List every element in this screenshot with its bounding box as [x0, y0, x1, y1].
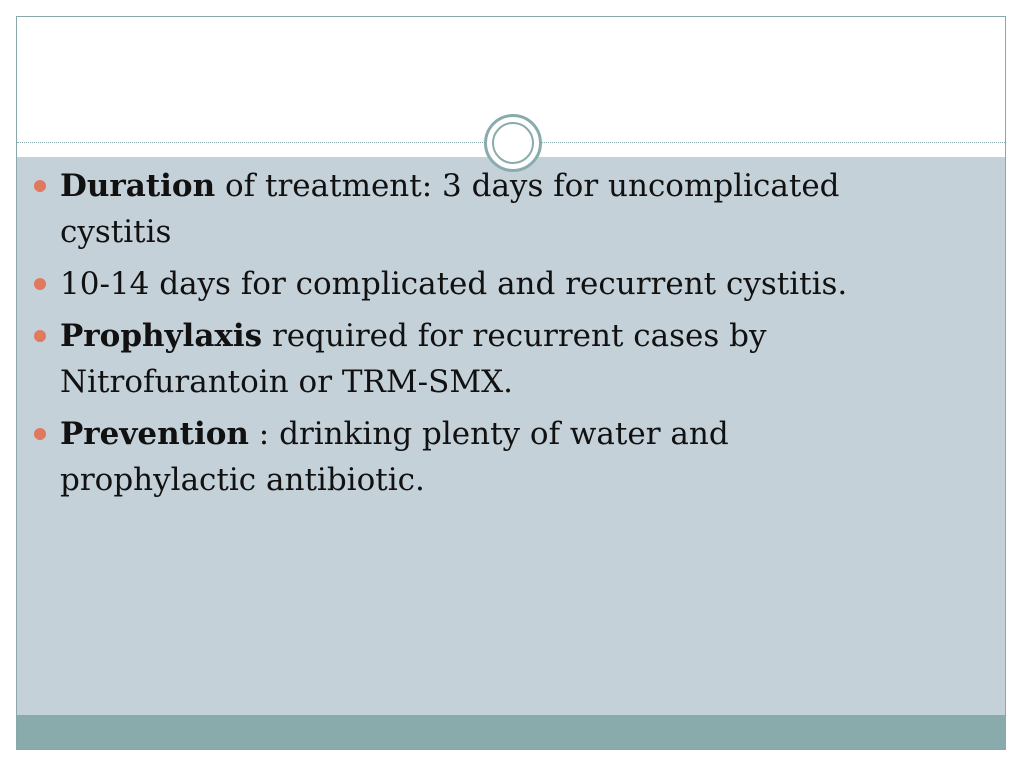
bullet-item-duration [28, 163, 908, 255]
bullet-bold-term: Duration [60, 168, 216, 204]
bullet-text: of treatment: 3 days for uncomplicated cystitis [60, 168, 840, 250]
bullet-text: 10-14 days for complicated and recurrent cystitis. [60, 266, 848, 302]
bullet-bold-term: Prevention [60, 416, 249, 452]
bullet-item-prophylaxis [28, 313, 908, 405]
bullet-dot-icon [34, 428, 46, 440]
bullet-dot-icon [34, 278, 46, 290]
bullet-text: required for recurrent cases by Nitrofurantoin or TRM-SMX. [60, 318, 767, 400]
bullet-dot-icon [34, 330, 46, 342]
bullet-list [28, 163, 908, 509]
footer-band [17, 715, 1005, 749]
bullet-item-prevention [28, 411, 908, 503]
bullet-bold-term: Prophylaxis [60, 318, 263, 354]
bullet-item-complicated [28, 261, 908, 307]
bullet-text: : drinking plenty of water and prophylactic antibiotic. [60, 416, 729, 498]
bullet-dot-icon [34, 180, 46, 192]
